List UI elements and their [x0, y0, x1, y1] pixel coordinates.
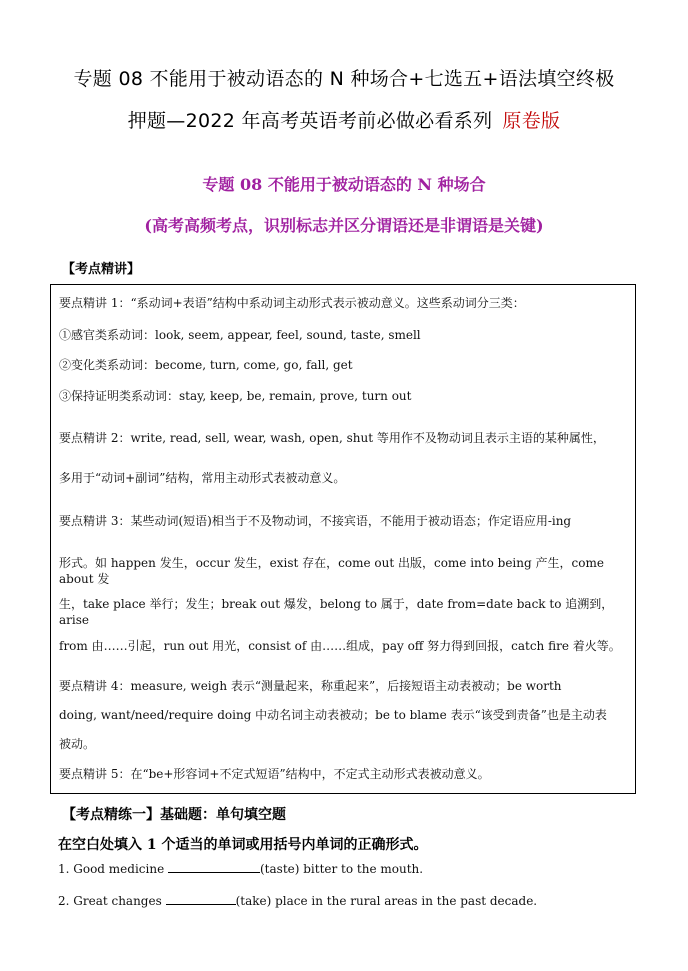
answer-blank[interactable] [168, 860, 260, 873]
topic-note: (高考高频考点，识别标志并区分谓语还是非谓语是关键) [144, 216, 544, 235]
question-text: (take) place in the rural areas in the past decade. [235, 894, 538, 908]
answer-blank[interactable] [166, 892, 236, 905]
key-points-box [50, 284, 636, 794]
point-line: 要点精讲 2：write, read, sell, wear, wash, open, shut 等用作不及物动词且表示主语的某种属性， [59, 431, 605, 445]
point-line: ①感官类系动词：look, seem, appear, feel, sound, taste, smell [59, 328, 421, 342]
point-line: 被动。 [59, 737, 96, 751]
question-2 [58, 892, 537, 908]
practice-instruction: 在空白处填入 1 个适当的单词或用括号内单词的正确形式。 [58, 837, 428, 853]
document-title-line1: 专题 08 不能用于被动语态的 N 种场合+七选五+语法填空终极 [73, 68, 615, 90]
document-title-line2 [40, 106, 648, 133]
point-line: ③保持证明类系动词：stay, keep, be, remain, prove, turn out [59, 389, 412, 403]
point-line: 要点精讲 5：在“be+形容词+不定式短语”结构中，不定式主动形式表被动意义。 [59, 767, 490, 781]
point-line: from 由……引起，run out 用光，consist of 由……组成，pay off 努力得到回报，catch fire 着火等。 [59, 639, 621, 653]
point-line: 要点精讲 4：measure, weigh 表示“测量起来，称重起来”，后接短语主动表被动；be worth [59, 679, 562, 693]
question-text: 1. Good medicine [58, 862, 168, 876]
point-line: 要点精讲 1：“系动词+表语”结构中系动词主动形式表示被动意义。这些系动词分三类： [59, 296, 525, 310]
point-line: 形式。如 happen 发生，occur 发生，exist 存在，come out 出版，come into being 产生，come about 发 [59, 556, 604, 586]
title-main: 押题—2022 年高考英语考前必做必看系列 [127, 110, 493, 132]
topic-subtitle: 专题 08 不能用于被动语态的 N 种场合 [202, 175, 486, 194]
question-text: (taste) bitter to the mouth. [260, 862, 424, 876]
point-line: ②变化类系动词：become, turn, come, go, fall, get [59, 358, 353, 372]
section-heading-practice: 【考点精练一】基础题：单句填空题 [62, 807, 286, 823]
point-line: 多用于“动词+副词”结构，常用主动形式表被动意义。 [59, 471, 346, 485]
point-line: 生，take place 举行；发生；break out 爆发，belong to 属于，date from=date back to 追溯到，arise [59, 597, 614, 627]
point-line: doing, want/need/require doing 中动名词主动表被动；be to blame 表示“该受到责备”也是主动表 [59, 708, 607, 722]
question-1 [58, 860, 423, 876]
question-text: 2. Great changes [58, 894, 166, 908]
point-line: 要点精讲 3：某些动词(短语)相当于不及物动词，不接宾语，不能用于被动语态；作定语应用-ing [59, 514, 572, 528]
section-heading-key-points: 【考点精讲】 [62, 262, 141, 277]
title-tag: 原卷版 [502, 110, 561, 132]
